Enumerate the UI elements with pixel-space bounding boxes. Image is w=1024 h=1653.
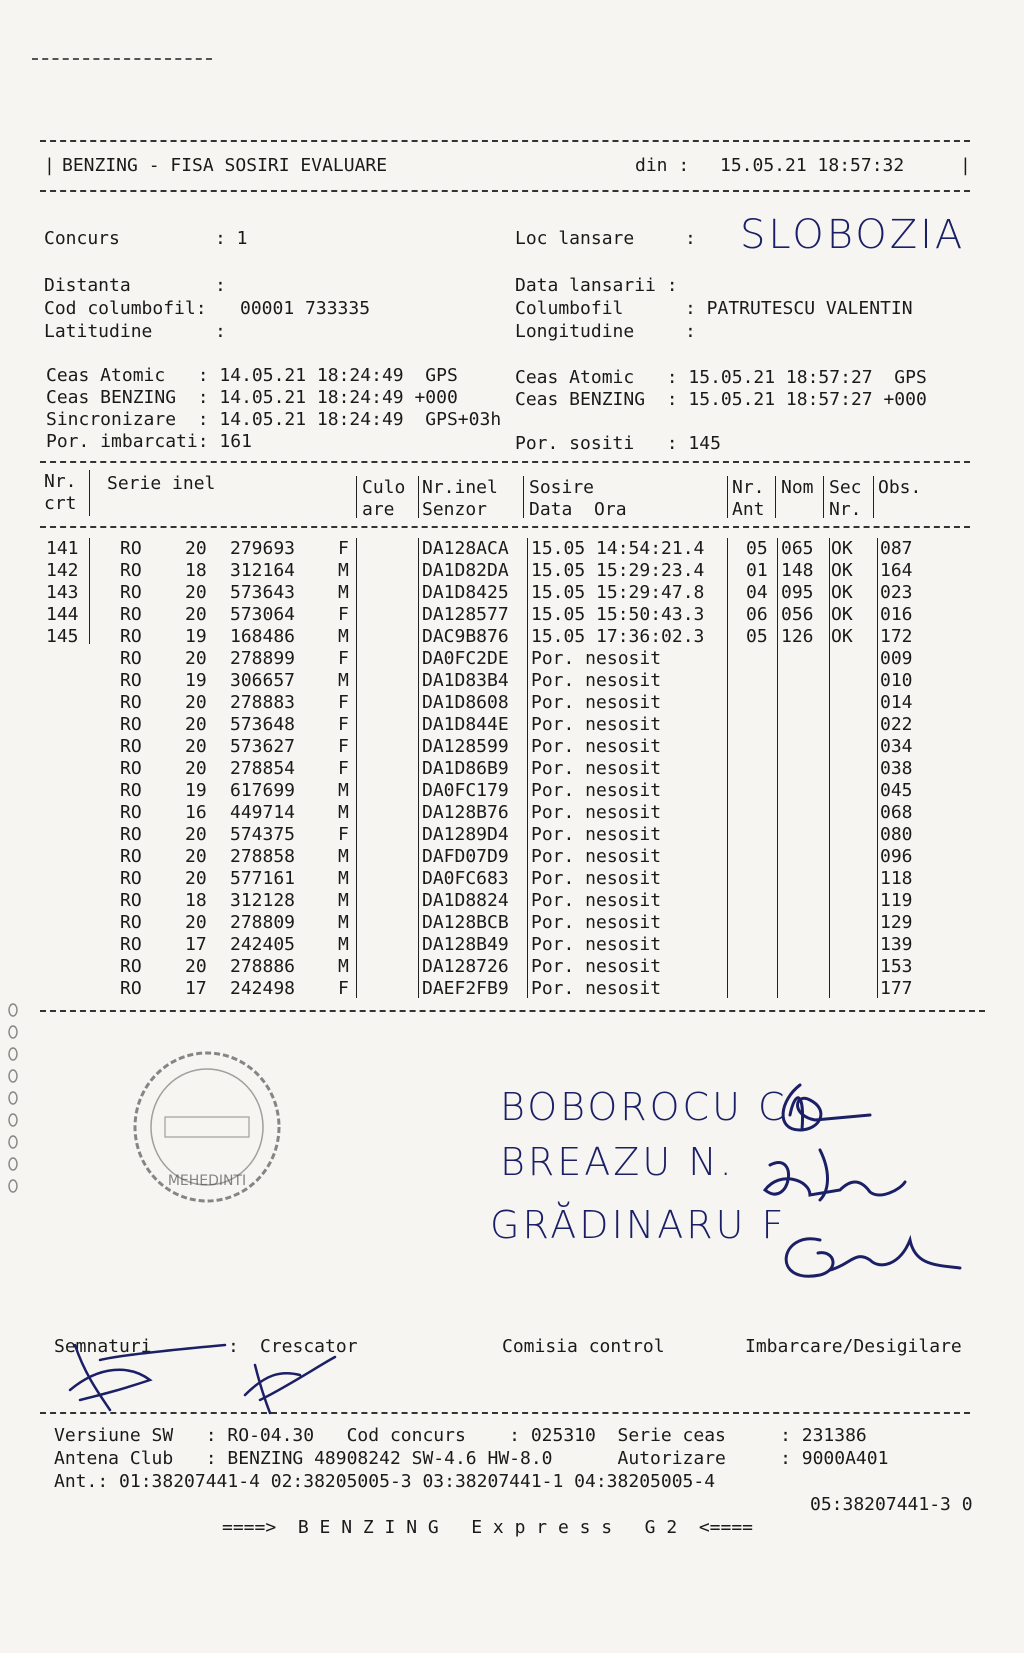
cell-senzor: DA0FC2DE bbox=[422, 648, 509, 669]
cell-sosire: Por. nesosit bbox=[531, 846, 662, 867]
cell-ant: 05 bbox=[746, 626, 768, 647]
hdr-sep-1 bbox=[89, 470, 90, 516]
hdr-sep-4 bbox=[523, 476, 524, 518]
cell-obs: 023 bbox=[880, 582, 913, 603]
clock-left-4: Por. imbarcati: 161 bbox=[46, 431, 252, 452]
cell-senzor: DA128599 bbox=[422, 736, 509, 757]
comisia-label: Comisia control bbox=[502, 1336, 665, 1357]
cell-sex: F bbox=[338, 824, 349, 845]
cell-crt: 142 bbox=[46, 560, 79, 581]
cell-tara: RO bbox=[120, 758, 142, 779]
cell-nom: 056 bbox=[781, 604, 814, 625]
cell-sosire: Por. nesosit bbox=[531, 956, 662, 977]
body-sep-2 bbox=[356, 538, 357, 998]
concurs-value: : 1 bbox=[215, 228, 248, 249]
cell-an: 20 bbox=[185, 824, 207, 845]
cell-obs: 009 bbox=[880, 648, 913, 669]
cell-tara: RO bbox=[120, 538, 142, 559]
cell-senzor: DA1D8608 bbox=[422, 692, 509, 713]
cell-sex: M bbox=[338, 912, 349, 933]
cell-obs: 010 bbox=[880, 670, 913, 691]
cell-obs: 087 bbox=[880, 538, 913, 559]
cod-label: Cod columbofil: bbox=[44, 298, 207, 319]
cell-tara: RO bbox=[120, 868, 142, 889]
cell-tara: RO bbox=[120, 692, 142, 713]
committee-name-2: BREAZU N. bbox=[500, 1140, 735, 1184]
cell-ant: 05 bbox=[746, 538, 768, 559]
cell-senzor: DAFD07D9 bbox=[422, 846, 509, 867]
col-senzor: Senzor bbox=[422, 499, 488, 520]
columbofil-label: Columbofil bbox=[515, 298, 624, 319]
cell-tara: RO bbox=[120, 582, 142, 603]
cell-sec: OK bbox=[831, 538, 853, 559]
col-sec: Sec bbox=[829, 477, 862, 498]
cell-ant: 01 bbox=[746, 560, 768, 581]
cell-sex: M bbox=[338, 890, 349, 911]
cell-senzor: DA128ACA bbox=[422, 538, 509, 559]
crescator-label: Crescator bbox=[260, 1336, 358, 1357]
cell-inel: 278899 bbox=[230, 648, 296, 669]
cell-sex: F bbox=[338, 538, 349, 559]
col-nom: Nom bbox=[781, 477, 814, 498]
cell-obs: 096 bbox=[880, 846, 913, 867]
table-bottom-rule bbox=[40, 1010, 985, 1012]
cell-an: 20 bbox=[185, 758, 207, 779]
distanta-sep: : bbox=[215, 275, 226, 296]
table-header-rule bbox=[40, 526, 970, 528]
cell-ant: 06 bbox=[746, 604, 768, 625]
cell-inel: 312128 bbox=[230, 890, 296, 911]
col-sosire: Sosire bbox=[529, 477, 595, 498]
cell-sosire: Por. nesosit bbox=[531, 714, 662, 735]
cell-sex: M bbox=[338, 670, 349, 691]
cell-sex: F bbox=[338, 692, 349, 713]
footer-line-4: 05:38207441-3 0 bbox=[810, 1494, 973, 1515]
cell-senzor: DA128BCB bbox=[422, 912, 509, 933]
cell-an: 19 bbox=[185, 626, 207, 647]
cell-sosire: Por. nesosit bbox=[531, 670, 662, 691]
data-lansarii-label: Data lansarii : bbox=[515, 275, 678, 296]
cell-senzor: DA128B49 bbox=[422, 934, 509, 955]
header-left-bar: | bbox=[44, 155, 55, 176]
cell-tara: RO bbox=[120, 670, 142, 691]
cell-senzor: DA1D83B4 bbox=[422, 670, 509, 691]
cell-an: 19 bbox=[185, 670, 207, 691]
cell-sex: M bbox=[338, 560, 349, 581]
cell-an: 20 bbox=[185, 604, 207, 625]
hdr-sep-2 bbox=[356, 476, 357, 518]
cell-crt: 143 bbox=[46, 582, 79, 603]
cell-sosire: 15.05 15:29:23.4 bbox=[531, 560, 705, 581]
cell-an: 20 bbox=[185, 868, 207, 889]
table-top-rule bbox=[40, 461, 970, 463]
footer-line-3: Ant.: 01:38207441-4 02:38205005-3 03:38207441-1 04:38205005-4 bbox=[54, 1471, 716, 1492]
cell-nom: 095 bbox=[781, 582, 814, 603]
header-right-bar: | bbox=[960, 155, 971, 176]
body-sep-3 bbox=[418, 538, 419, 998]
latitudine-sep: : bbox=[215, 321, 226, 342]
cell-tara: RO bbox=[120, 780, 142, 801]
cell-inel: 278854 bbox=[230, 758, 296, 779]
header-title: BENZING - FISA SOSIRI EVALUARE bbox=[62, 155, 388, 176]
header-bottom-rule bbox=[40, 190, 970, 192]
clock-left-1: Ceas Atomic : 14.05.21 18:24:49 GPS bbox=[46, 365, 458, 386]
cod-value: 00001 733335 bbox=[240, 298, 371, 319]
cell-an: 20 bbox=[185, 714, 207, 735]
cell-sex: F bbox=[338, 604, 349, 625]
cell-sex: M bbox=[338, 582, 349, 603]
cell-tara: RO bbox=[120, 956, 142, 977]
cell-sex: F bbox=[338, 736, 349, 757]
clock-right-4: Por. sositi : 145 bbox=[515, 433, 721, 454]
crescator-signatures bbox=[60, 1335, 360, 1415]
semnaturi-sep: : bbox=[228, 1336, 239, 1357]
cell-obs: 016 bbox=[880, 604, 913, 625]
tractor-holes bbox=[6, 760, 20, 1240]
cell-an: 18 bbox=[185, 890, 207, 911]
hdr-sep-3 bbox=[418, 476, 419, 518]
cell-an: 17 bbox=[185, 978, 207, 999]
cell-nom: 126 bbox=[781, 626, 814, 647]
header-din-value: 15.05.21 18:57:32 bbox=[720, 155, 905, 176]
cell-an: 16 bbox=[185, 802, 207, 823]
cell-inel: 574375 bbox=[230, 824, 296, 845]
footer-top-rule bbox=[40, 1412, 970, 1414]
cell-tara: RO bbox=[120, 736, 142, 757]
cell-obs: 022 bbox=[880, 714, 913, 735]
cell-tara: RO bbox=[120, 714, 142, 735]
hdr-sep-8 bbox=[873, 476, 874, 518]
cell-sosire: 15.05 14:54:21.4 bbox=[531, 538, 705, 559]
cell-tara: RO bbox=[120, 824, 142, 845]
cell-sec: OK bbox=[831, 582, 853, 603]
cell-sosire: 15.05 15:29:47.8 bbox=[531, 582, 705, 603]
col-ant: Ant bbox=[732, 499, 765, 520]
clock-left-3: Sincronizare : 14.05.21 18:24:49 GPS+03h bbox=[46, 409, 502, 430]
committee-name-3: GRĂDINARU F bbox=[490, 1203, 787, 1247]
col-culo: Culo bbox=[362, 477, 406, 498]
cell-obs: 164 bbox=[880, 560, 913, 581]
col-are: are bbox=[362, 499, 395, 520]
cell-inel: 278809 bbox=[230, 912, 296, 933]
cell-nom: 065 bbox=[781, 538, 814, 559]
cell-sosire: Por. nesosit bbox=[531, 824, 662, 845]
footer-brand: ====> B E N Z I N G E x p r e s s G 2 <==== bbox=[222, 1517, 754, 1538]
cell-an: 20 bbox=[185, 538, 207, 559]
cell-tara: RO bbox=[120, 890, 142, 911]
cell-an: 20 bbox=[185, 846, 207, 867]
cell-inel: 573627 bbox=[230, 736, 296, 757]
cell-sex: F bbox=[338, 978, 349, 999]
cell-sosire: Por. nesosit bbox=[531, 912, 662, 933]
col-nr: Nr. bbox=[44, 471, 77, 492]
body-sep-4 bbox=[527, 538, 528, 998]
cell-senzor: DA0FC179 bbox=[422, 780, 509, 801]
cell-sex: M bbox=[338, 780, 349, 801]
imbarcare-label: Imbarcare/Desigilare bbox=[745, 1336, 962, 1357]
cell-inel: 617699 bbox=[230, 780, 296, 801]
body-sep-1 bbox=[89, 538, 90, 644]
cell-obs: 014 bbox=[880, 692, 913, 713]
cell-tara: RO bbox=[120, 604, 142, 625]
cell-tara: RO bbox=[120, 978, 142, 999]
body-sep-8 bbox=[877, 538, 878, 998]
cell-inel: 573648 bbox=[230, 714, 296, 735]
semnaturi-label: Semnaturi bbox=[54, 1336, 152, 1357]
cell-senzor: DA1D86B9 bbox=[422, 758, 509, 779]
clock-right-2: Ceas BENZING : 15.05.21 18:57:27 +000 bbox=[515, 389, 927, 410]
cell-sec: OK bbox=[831, 604, 853, 625]
body-sep-5 bbox=[727, 538, 728, 998]
cell-crt: 141 bbox=[46, 538, 79, 559]
cell-obs: 129 bbox=[880, 912, 913, 933]
cell-senzor: DA0FC683 bbox=[422, 868, 509, 889]
cell-sosire: 15.05 17:36:02.3 bbox=[531, 626, 705, 647]
cell-obs: 177 bbox=[880, 978, 913, 999]
cell-obs: 080 bbox=[880, 824, 913, 845]
concurs-label: Concurs bbox=[44, 228, 120, 249]
cell-sosire: Por. nesosit bbox=[531, 868, 662, 889]
cell-obs: 118 bbox=[880, 868, 913, 889]
cell-sosire: Por. nesosit bbox=[531, 934, 662, 955]
cell-obs: 034 bbox=[880, 736, 913, 757]
hdr-sep-7 bbox=[823, 476, 824, 518]
committee-signatures bbox=[760, 1070, 980, 1300]
cell-an: 20 bbox=[185, 582, 207, 603]
cell-senzor: DA1289D4 bbox=[422, 824, 509, 845]
cell-senzor: DA1D82DA bbox=[422, 560, 509, 581]
cell-senzor: DA128B76 bbox=[422, 802, 509, 823]
col-sec-nr: Nr. bbox=[829, 499, 862, 520]
hdr-sep-6 bbox=[775, 476, 776, 518]
cell-obs: 068 bbox=[880, 802, 913, 823]
cell-sex: M bbox=[338, 956, 349, 977]
footer-line-1: Versiune SW : RO-04.30 Cod concurs : 025310 Serie ceas : 231386 bbox=[54, 1425, 867, 1446]
cell-inel: 278886 bbox=[230, 956, 296, 977]
cell-sosire: 15.05 15:50:43.3 bbox=[531, 604, 705, 625]
cell-an: 20 bbox=[185, 912, 207, 933]
distanta-label: Distanta bbox=[44, 275, 131, 296]
cell-sosire: Por. nesosit bbox=[531, 978, 662, 999]
body-sep-6 bbox=[777, 538, 778, 998]
cell-tara: RO bbox=[120, 626, 142, 647]
committee-name-1: BOBOROCU C bbox=[500, 1085, 788, 1129]
cell-senzor: DA128726 bbox=[422, 956, 509, 977]
cell-nom: 148 bbox=[781, 560, 814, 581]
col-data-ora: Data Ora bbox=[529, 499, 627, 520]
cell-inel: 306657 bbox=[230, 670, 296, 691]
col-crt: crt bbox=[44, 493, 77, 514]
cell-an: 20 bbox=[185, 736, 207, 757]
clock-left-2: Ceas BENZING : 14.05.21 18:24:49 +000 bbox=[46, 387, 458, 408]
cell-tara: RO bbox=[120, 648, 142, 669]
cell-sosire: Por. nesosit bbox=[531, 736, 662, 757]
clock-right-1: Ceas Atomic : 15.05.21 18:57:27 GPS bbox=[515, 367, 927, 388]
cell-sosire: Por. nesosit bbox=[531, 692, 662, 713]
cell-sex: M bbox=[338, 626, 349, 647]
cell-inel: 242498 bbox=[230, 978, 296, 999]
cell-sex: M bbox=[338, 868, 349, 889]
columbofil-value: : PATRUTESCU VALENTIN bbox=[685, 298, 913, 319]
cell-sex: M bbox=[338, 846, 349, 867]
cell-obs: 172 bbox=[880, 626, 913, 647]
cell-an: 19 bbox=[185, 780, 207, 801]
cell-inel: 279693 bbox=[230, 538, 296, 559]
cell-sosire: Por. nesosit bbox=[531, 648, 662, 669]
cell-senzor: DAC9B876 bbox=[422, 626, 509, 647]
col-nrinel: Nr.inel bbox=[422, 477, 498, 498]
hdr-sep-5 bbox=[727, 476, 728, 518]
col-obs: Obs. bbox=[878, 477, 922, 498]
cell-inel: 242405 bbox=[230, 934, 296, 955]
cell-inel: 577161 bbox=[230, 868, 296, 889]
cell-crt: 144 bbox=[46, 604, 79, 625]
cell-obs: 139 bbox=[880, 934, 913, 955]
cell-inel: 573643 bbox=[230, 582, 296, 603]
longitudine-label: Longitudine bbox=[515, 321, 635, 342]
cell-crt: 145 bbox=[46, 626, 79, 647]
cell-inel: 573064 bbox=[230, 604, 296, 625]
col-nr-ant-1: Nr. bbox=[732, 477, 765, 498]
cell-tara: RO bbox=[120, 560, 142, 581]
header-din-label: din : bbox=[635, 155, 690, 176]
cell-tara: RO bbox=[120, 912, 142, 933]
cell-inel: 312164 bbox=[230, 560, 296, 581]
cell-senzor: DA1D844E bbox=[422, 714, 509, 735]
loc-label: Loc lansare bbox=[515, 228, 635, 249]
cell-senzor: DA128577 bbox=[422, 604, 509, 625]
cell-tara: RO bbox=[120, 846, 142, 867]
cell-ant: 04 bbox=[746, 582, 768, 603]
latitudine-label: Latitudine bbox=[44, 321, 153, 342]
cell-obs: 045 bbox=[880, 780, 913, 801]
cell-tara: RO bbox=[120, 934, 142, 955]
longitudine-sep: : bbox=[685, 321, 696, 342]
cell-sex: M bbox=[338, 934, 349, 955]
cell-tara: RO bbox=[120, 802, 142, 823]
cell-sex: F bbox=[338, 758, 349, 779]
cell-sex: M bbox=[338, 802, 349, 823]
top-dash bbox=[32, 58, 212, 60]
cell-sosire: Por. nesosit bbox=[531, 780, 662, 801]
loc-handwritten: SLOBOZIA bbox=[740, 212, 966, 258]
club-stamp bbox=[125, 1045, 285, 1205]
cell-obs: 153 bbox=[880, 956, 913, 977]
loc-sep: : bbox=[685, 228, 696, 249]
header-top-rule bbox=[40, 140, 970, 142]
body-sep-7 bbox=[829, 538, 830, 998]
cell-sex: F bbox=[338, 714, 349, 735]
cell-sosire: Por. nesosit bbox=[531, 890, 662, 911]
cell-sosire: Por. nesosit bbox=[531, 758, 662, 779]
footer-line-2: Antena Club : BENZING 48908242 SW-4.6 HW-8.0 Autorizare : 9000A401 bbox=[54, 1448, 889, 1469]
cell-senzor: DAEF2FB9 bbox=[422, 978, 509, 999]
col-serie-inel: Serie inel bbox=[107, 473, 216, 494]
cell-sex: F bbox=[338, 648, 349, 669]
cell-an: 17 bbox=[185, 934, 207, 955]
cell-senzor: DA1D8425 bbox=[422, 582, 509, 603]
cell-an: 20 bbox=[185, 648, 207, 669]
svg-text:MEHEDINTI: MEHEDINTI bbox=[167, 1173, 247, 1189]
cell-inel: 278858 bbox=[230, 846, 296, 867]
cell-an: 20 bbox=[185, 692, 207, 713]
cell-sosire: Por. nesosit bbox=[531, 802, 662, 823]
cell-sec: OK bbox=[831, 626, 853, 647]
cell-sec: OK bbox=[831, 560, 853, 581]
cell-senzor: DA1D8824 bbox=[422, 890, 509, 911]
cell-obs: 038 bbox=[880, 758, 913, 779]
cell-inel: 449714 bbox=[230, 802, 296, 823]
cell-an: 18 bbox=[185, 560, 207, 581]
cell-obs: 119 bbox=[880, 890, 913, 911]
cell-an: 20 bbox=[185, 956, 207, 977]
cell-inel: 278883 bbox=[230, 692, 296, 713]
cell-inel: 168486 bbox=[230, 626, 296, 647]
